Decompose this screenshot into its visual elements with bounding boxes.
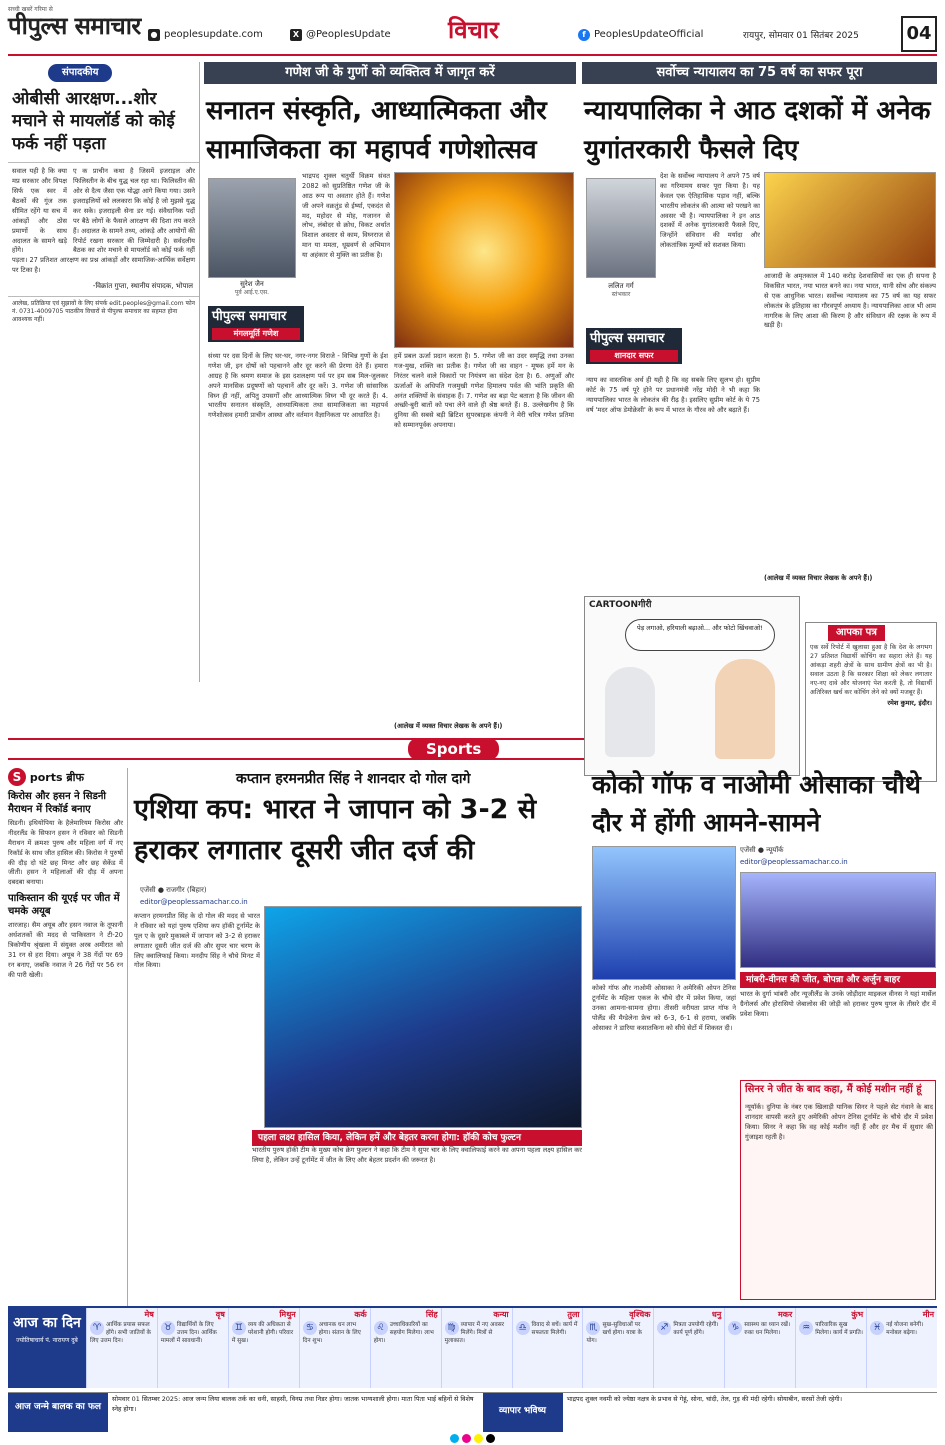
magenta-mark	[462, 1434, 471, 1443]
scorpio-icon: ♏	[586, 1321, 600, 1335]
sign-meen: मीन ♓ नई योजना बनेगी। मनोबल बढ़ेगा।	[866, 1308, 937, 1388]
cartoon-panel	[584, 596, 800, 776]
hockey-team-photo	[264, 906, 582, 1128]
taurus-icon: ♉	[161, 1321, 175, 1335]
birth-forecast-text: सोमवार 01 सितम्बर 2025: आज जन्म लिया बालक तर्क का धनी, साहसी, विनम्र तथा निडर होगा। जातक भाग्यशाली होगा। माता पिता भाई बहिनों से विशेष स्नेह होगा।	[112, 1395, 474, 1413]
twitter-link[interactable]: X @PeoplesUpdate	[290, 28, 391, 42]
editorial-footer: आलेख, प्रतिक्रिया एवं सुझावों के लिए संपर्क edit.peoples@gmail.com फोन नं. 0731-4009705 पाठकीय विचारों से पीपुल्स समाचार का सहमत होना आवश्यक नहीं।	[8, 296, 199, 327]
website-link[interactable]: ● peoplesupdate.com	[148, 28, 263, 42]
ganesh-topic-band: गणेश जी के गुणों को व्यक्तित्व में जागृत करें	[204, 62, 576, 84]
gemini-icon: ♊	[232, 1321, 246, 1335]
ganesh-author: सुरेश जैन पूर्व आई.ए.एस.	[234, 280, 270, 297]
black-mark	[486, 1434, 495, 1443]
capricorn-icon: ♑	[728, 1321, 742, 1335]
ganesh-disclaimer: (आलेख में व्यक्त विचार लेखक के अपने हैं।)	[394, 722, 503, 730]
sports-s-icon: S	[8, 768, 26, 786]
court-headline: न्यायपालिका ने आठ दशकों में अनेक युगांतरकारी फैसले दिए	[584, 96, 931, 165]
footer-strip	[8, 1392, 937, 1432]
sign-vrishchik: वृश्चिक ♏ सुख-सुविधाओं पर खर्च होगा। यात्रा के योग।	[582, 1308, 653, 1388]
ganesh-body-2: संध्या पर दस दिनों के लिए घर-घर, नगर-नगर विराजे - विभिन्न गुणों के ईश गणेश जी, इन दोषों को पहचानने और दूर करने की प्रेरणा देते हैं। हमारा आग्रह है कि श्रमण समाज के इस दशलक्षण पर्व पर हम सब मिल-जुलकर अपने मानसिक प्रदूषणों को पहचानें और दूर करें। 3. गणेश जी सांसारिक विघ्न ही नहीं, अपितु उपसर्गों और आध्यात्मिक विघ्न भी दूर करते हैं। 4. भारतीय सनातन संस्कृति, आध्यात्मिकता तथा सामाजिकता का महापर्व गणेशोत्सव हमारी प्राचीन आस्था और वर्तमान वैज्ञानिकता पर आधारित है।	[208, 352, 388, 420]
editorial-pullquote: सवाल यही है कि क्या मप्र सरकार और विपक्ष सिर्फ एक स्वर में बैठकों की गूंज तक सीमित रहेंगे या सच में आंकड़ों और ठोस प्रमाणों के साथ अदालत के सामने खड़े होंगे।	[12, 167, 67, 255]
court-disclaimer: (आलेख में व्यक्त विचार लेखक के अपने हैं।)	[764, 574, 873, 582]
sign-mesh: मेष ♈ आर्थिक प्रयास सफल होंगे। सभी जातियों के लिए उत्तम दिन।	[86, 1308, 157, 1388]
brief-2-headline: पाकिस्तान की यूएई पर जीत में चमके अयूब	[8, 893, 120, 918]
tennis-email: editor@peoplessamachar.co.in	[740, 858, 848, 866]
naomi-osaka-photo	[740, 872, 936, 968]
ganesh-headline: सनातन संस्कृति, आध्यात्मिकता और सामाजिकता का महापर्व गणेशोत्सव	[206, 96, 547, 165]
facebook-icon: f	[578, 29, 590, 41]
letters-title: आपका पत्र	[828, 625, 885, 641]
tennis-headline: कोको गॉफ व नाओमी ओसाका चौथे दौर में होंगी आमने-सामने	[592, 770, 921, 837]
page-number: 04	[901, 16, 937, 52]
yellow-mark	[474, 1434, 483, 1443]
author-photo-lalit-garg	[586, 178, 656, 278]
hockey-caption-head: पहला लक्ष्य हासिल किया, लेकिन हमें और बेहतर करना होगा: हॉकी कोच फुल्टन	[252, 1130, 582, 1146]
hockey-caption-body: भारतीय पुरुष हॉकी टीम के मुख्य कोच क्रेग फुल्टन ने कहा कि टीम ने सुपर चार के लिए क्वालिफाई करने का अपना पहला लक्ष्य हासिल कर लिया है, लेकिन उन्हें टूर्नामेंट में जीत के लिए और बेहतर प्रदर्शन की जरूरत है।	[252, 1146, 582, 1164]
astrologer-name: ज्योतिषाचार्य पं. नारायण दुबे	[16, 1336, 78, 1344]
tennis-sub-headline: मांबरी-वीनस की जीत, बोपन्ना और अर्जुन बाहर	[740, 972, 936, 988]
cartoon-label: CARTOONगीरी	[589, 600, 652, 610]
sign-kanya: कन्या ♍ व्यापार में नए अवसर मिलेंगे। मित्रों से मुलाकात।	[441, 1308, 512, 1388]
aquarius-icon: ♒	[799, 1321, 813, 1335]
letters-body: एक सर्वे रिपोर्ट में खुलासा हुआ है कि देश के लगभग 27 प्रतिशत विद्यार्थी कोचिंग का सहारा लेते हैं। यह आंकड़ा शहरी क्षेत्रों के साथ ग्रामीण क्षेत्रों का भी है। सवाल उठता है कि सरकार शिक्षा को लेकर लगातार नए-नए दावे और योजनाएं पेश करती है, तो विद्यार्थी अतिरिक्त खर्च कर कोचिंग लेने को क्यों मजबूर हैं।	[810, 643, 932, 697]
letters-box	[805, 622, 937, 782]
sign-kumbh: कुंभ ♒ पारिवारिक सुख मिलेगा। कार्य में प्रगति।	[795, 1308, 866, 1388]
tennis-byline: एजेंसी ● न्यूयॉर्क	[740, 846, 784, 854]
pisces-icon: ♓	[870, 1321, 884, 1335]
hockey-body: कप्तान हरमनप्रीत सिंह के दो गोल की मदद से भारत ने रविवार को यहां पुरुष एशिया कप हॉकी टूर्नामेंट के पूल ए के दूसरे मुकाबले में जापान को 3-2 से हराकर लगातार दूसरी जीत दर्ज की और सुपर चार चरण के लिए क्वालिफाई किया। मनदीप सिंह ने चौथे मिनट में गोल किया।	[134, 912, 260, 970]
masthead	[8, 6, 937, 56]
ganesh-body-1: भाद्रपद शुक्ल चतुर्थी विक्रम संवत 2082 को सुप्रतिष्ठित गणेश जी के आठ रूप या अवतार होते हैं। गणेश जी अपने वक्रतुंड से ईर्ष्या, एकदंत से मद, महोदर से मोह, गजानन से लोभ, लंबोदर से क्रोध, विकट अर्थात विशाल अवतार से काम, विघ्नराज से मान या ममता, धूम्रवर्ण से अभिमान या अहंकार से मुक्ति का प्रतीक है।	[302, 172, 390, 260]
leo-icon: ♌	[374, 1321, 388, 1335]
sports-brief-column	[8, 768, 128, 1388]
x-logo-icon: X	[290, 29, 302, 41]
sign-vrish: वृष ♉ विद्यार्थियों के लिए उत्तम दिन। आर्थिक मामलों में सावधानी।	[157, 1308, 228, 1388]
editorial-column	[8, 62, 200, 682]
cartoon-speech-bubble: पेड़ लगाओ, हरियाली बढ़ाओ... और फोटो खिंचवाओ!	[625, 619, 775, 651]
editorial-headline: ओबीसी आरक्षण...शोर मचाने से मायलॉर्ड को कोई फर्क नहीं पड़ता	[8, 86, 199, 164]
cartoon-figure-left	[605, 667, 655, 757]
brief-title: S ports ब्रीफ	[8, 768, 123, 786]
court-author: ललित गर्ग स्तंभकार	[608, 282, 634, 299]
libra-icon: ♎	[516, 1321, 530, 1335]
dateline: रायपुर, सोमवार 01 सितंबर 2025	[743, 31, 859, 41]
business-forecast-label: व्यापार भविष्य	[483, 1393, 563, 1432]
editorial-label: संपादकीय	[48, 64, 112, 82]
brand	[8, 6, 141, 41]
sign-singh: सिंह ♌ उच्चाधिकारियों का सहयोग मिलेगा। लाभ होगा।	[370, 1308, 441, 1388]
ganesh-idol-image	[394, 172, 574, 348]
business-forecast-text: भाद्रपद शुक्ल नवमी को ज्येष्ठा नक्षत्र के प्रभाव से गेहूं, सोना, चांदी, तेल, गुड़ की मंदी रहेगी। सोयाबीन, सरसों तेजी रहेगी।	[566, 1395, 843, 1403]
horoscope-strip	[8, 1306, 937, 1388]
brief-1-body: सिडनी। इथियोपिया के हैलेमारियम किरोस और नीदरलैंड के सिफान हसन ने रविवार को सिडनी मैराथन में क्रमशः पुरुष और महिला वर्ग में नए रिकॉर्ड के साथ जीत हासिल की। किरोस ने पुरुषों की दौड़ दो घंटे छह मिनट और छह सेकेंड में जीती। हसन ने महिलाओं की दौड़ में अपना दबदबा बनाया।	[8, 819, 123, 887]
gavel-scales-image	[764, 172, 936, 268]
letters-signature: रमेश कुमार, इंदौर।	[887, 699, 932, 708]
brand-name: पीपुल्स समाचार	[8, 12, 141, 41]
horoscope-label: आज का दिन	[13, 1315, 81, 1331]
court-body-2: न्याय का वास्तविक अर्थ ही यही है कि वह सबके लिए सुलभ हो। सुप्रीम कोर्ट के 75 वर्ष पूरे होने पर प्रधानमंत्री नरेंद्र मोदी ने भी कहा कि न्यायपालिका भारत के लोकतंत्र की रीढ़ है। इसलिए सुप्रीम कोर्ट के ये 75 वर्ष 'मदर ऑफ डेमोक्रेसी' के रूप में भारत के गौरव को और बढ़ाते हैं।	[586, 376, 760, 414]
author-photo-suresh-jain	[208, 178, 296, 278]
sign-makar: मकर ♑ स्वास्थ्य का ध्यान रखें। रुका धन मिलेगा।	[724, 1308, 795, 1388]
editorial-text: ए क प्राचीन कथा है जिसमें इजराइल और फिलिस्तीन के बीच युद्ध चल रहा था। फिलिस्तीन की ओर से दैत्य जैसा एक योद्धा आगे किया गया। उसने इजराइलियों को ललकारा कि कोई है जो मुझसे युद्ध कर सके। इजराइली सेना डर गई। संवैधानिक पदों पर बैठे लोगों के फैसले आरक्षण की दिशा तय करते हैं। अदालत के सामने तथ्य, आंकड़े और आयोगों की रिपोर्ट रखना सरकार की जिम्मेदारी है। सर्वदलीय बैठक का शोर मचाने से मायलॉर्ड को कोई फर्क नहीं पड़ता। 27 प्रतिशत आरक्षण का प्रश्न आंकड़ों और सामाजिक-आर्थिक सर्वेक्षण पर टिका है।	[12, 167, 195, 275]
court-column-mast: पीपुल्स समाचार शानदार सफर	[586, 328, 682, 364]
sinner-headline: सिनर ने जीत के बाद कहा, मैं कोई मशीन नहीं हूं	[745, 1084, 922, 1095]
sinner-box	[740, 1080, 936, 1300]
editorial-body	[8, 163, 199, 280]
sign-tula: तुला ♎ विवाद से बचें। कार्य में सफलता मिलेगी।	[512, 1308, 583, 1388]
court-body-1: देश के सर्वोच्च न्यायालय ने अपने 75 वर्ष का गरिमामय सफर पूरा किया है। यह केवल एक ऐतिहासिक पड़ाव नहीं, बल्कि भारतीय लोकतंत्र की आत्मा को परखने का अवसर भी है। न्यायपालिका ने इन आठ दशकों में अनेक युगांतरकारी फैसले दिए, जिन्होंने संविधान की मर्यादा और लोकतांत्रिक मूल्यों को सशक्त किया।	[660, 172, 760, 250]
registration-marks	[0, 1434, 945, 1445]
sagittarius-icon: ♐	[657, 1321, 671, 1335]
ganesh-column-mast: पीपुल्स समाचार मंगलमूर्ति गणेश	[208, 306, 304, 342]
section-title: विचार	[448, 16, 499, 44]
horoscope-label-block	[8, 1308, 86, 1388]
aries-icon: ♈	[90, 1321, 104, 1335]
virgo-icon: ♍	[445, 1321, 459, 1335]
cartoon-figure-right	[715, 659, 775, 759]
sports-section-bar	[8, 738, 584, 760]
court-topic-band: सर्वोच्च न्यायालय का 75 वर्ष का सफर पूरा	[582, 62, 937, 84]
hockey-kicker: कप्तान हरमनप्रीत सिंह ने शानदार दो गोल दागे	[236, 771, 471, 787]
tennis-body: कोको गॉफ और नाओमी ओसाका ने अमेरिकी ओपन टेनिस टूर्नामेंट के महिला एकल के चौथे दौर में प्रवेश किया, जहां उनका आमना-सामना होगा। तीसरी वरीयता प्राप्त गॉफ ने पोलैंड की मैग्डेलेना फ्रेच को 6-3, 6-1 से हराया, जबकि ओसाका ने डारिया कसातकिना को सीधे सेटों में शिकस्त दी।	[592, 984, 736, 1032]
sinner-body: न्यूयॉर्क। दुनिया के नंबर एक खिलाड़ी यानिक सिनर ने पहले सेट गंवाने के बाद शानदार वापसी करते हुए अमेरिकी ओपन टेनिस टूर्नामेंट के चौथे दौर में प्रवेश किया। सिनर ने कहा कि वह कोई मशीन नहीं हैं और हर मैच में सुधार की गुंजाइश रहती है।	[745, 1103, 933, 1141]
editorial-signature: -विक्रांत गुप्ता, स्थानीय संपादक, भोपाल	[92, 282, 193, 291]
sign-dhanu: धनु ♐ मित्रता उपयोगी रहेगी। कार्य पूर्ण होंगे।	[653, 1308, 724, 1388]
sports-label: Sports	[408, 738, 499, 760]
facebook-link[interactable]: f PeoplesUpdateOfficial	[578, 28, 703, 42]
brief-2-body: शारजाह। सैम अयूब और हसन नवाज के तूफानी अर्धशतकों की मदद से पाकिस्तान ने टी-20 त्रिकोणीय श्रृंखला में संयुक्त अरब अमीरात को 31 रन से हरा दिया। अयूब ने 38 गेंदों पर 69 रन बनाए, जबकि नवाज ने 26 गेंदों पर 56 रन की पारी खेली।	[8, 921, 123, 979]
cyan-mark	[450, 1434, 459, 1443]
sign-kark: कर्क ♋ अचानक धन लाभ होगा। संतान के लिए दिन शुभ।	[299, 1308, 370, 1388]
court-body-3: आजादी के अमृतकाल में 140 करोड़ देशवासियों का एक ही सपना है विकसित भारत, नया भारत बनने का। नया भारत, यानी सोच और संकल्प से एक आधुनिक भारत। सर्वोच्च न्यायालय का 75 वर्ष का यह सफर लोकतंत्र के इतिहास का गौरवपूर्ण अध्याय है। न्यायपालिका आज भी आम नागरिक के लिए आशा की किरण है और संविधान की रक्षक के रूप में खड़ी है।	[764, 272, 936, 330]
coco-gauff-photo	[592, 846, 736, 980]
ganesh-body-3: हमें प्रबल ऊर्जा प्रदान करता है। 5. गणेश जी का उदर समृद्धि तथा उनका गज-मुख, शक्ति का प्रतीक है। गणेश जी का वाहन - मूषक हमें मन के निरंतर चलने वाले विकारों पर नियंत्रण का संदेश देता है। 6. अणुओं और ऊर्जाओं के अधिपति गजमुखी गणेश हिमालय पर्वत की भांति प्रकृति की अनंत शक्तियों के संवाहक हैं। 7. गणेश का बड़ा पेट बताता है कि जीवन की अच्छी-बुरी बातों को पचा लेने वाले ही श्रेष्ठ बनते हैं। 8. उल्लेखनीय है कि दुनिया की सबसे बड़ी ब्रिटिश सुपरबाइक कंपनी ने मेरी चरित्र गणेश प्रतिमा को सम्मानपूर्वक अपनाया।	[394, 352, 574, 430]
hockey-byline: एजेंसी ● राजगीर (बिहार)	[140, 886, 207, 894]
hockey-headline: एशिया कप: भारत ने जापान को 3-2 से हराकर लगातार दूसरी जीत दर्ज की	[134, 794, 537, 866]
globe-icon: ●	[148, 29, 160, 41]
hockey-email: editor@peoplessamachar.co.in	[140, 898, 248, 906]
brief-1-headline: किरोस और हसन ने सिडनी मैराथन में रिकॉर्ड बनाए	[8, 791, 106, 815]
cancer-icon: ♋	[303, 1321, 317, 1335]
brand-tagline: सच्ची खबरें गरिमा से	[8, 6, 53, 13]
tennis-sub-body: भारत के दुर्गा भांबरी और न्यूजीलैंड के उनके जोड़ीदार माइकल वीनस ने यहां मार्सेल ग्रैनोलर्स और होरासियो जेबालोस की जोड़ी को हराकर पुरुष युगल के तीसरे दौर में प्रवेश किया।	[740, 990, 936, 1018]
birth-forecast-label: आज जन्मे बालक का फल	[8, 1393, 108, 1432]
sign-mithun: मिथुन ♊ व्यय की अधिकता से परेशानी होगी। परिवार में सुख।	[228, 1308, 299, 1388]
